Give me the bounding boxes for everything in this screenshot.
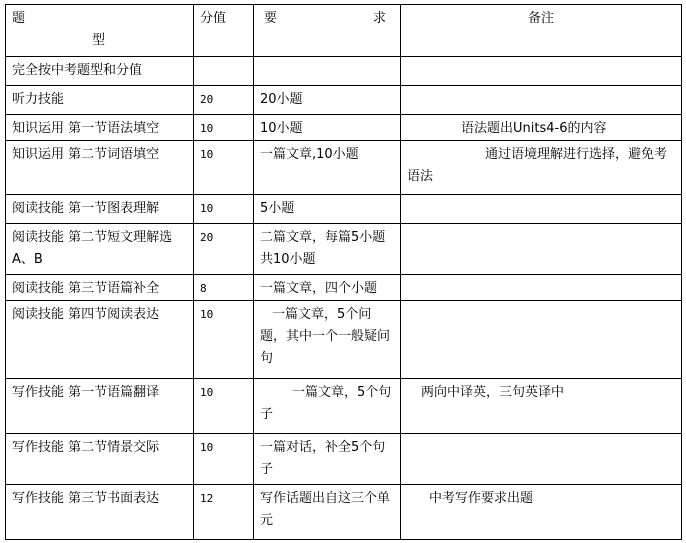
requirement-cell: 一篇文章,10小题 — [254, 141, 401, 195]
type-cell: 阅读技能 第一节图表理解 — [6, 195, 194, 224]
table-row — [6, 485, 682, 540]
score-cell: 10 — [194, 379, 254, 434]
header-requirement-cell — [254, 5, 401, 57]
table-row — [6, 115, 682, 141]
type-cell: 阅读技能 第二节短文理解选A、B — [6, 224, 194, 275]
score-cell: 10 — [194, 195, 254, 224]
requirement-cell: 写作话题出自这三个单元 — [254, 485, 401, 540]
table-row — [6, 195, 682, 224]
note-cell — [401, 275, 682, 301]
exam-structure-table — [5, 4, 682, 540]
type-cell: 写作技能 第二节情景交际 — [6, 434, 194, 485]
requirement-cell: 20小题 — [254, 86, 401, 115]
header-score: 分值 — [194, 5, 254, 57]
note-cell — [401, 86, 682, 115]
requirement-cell: 一篇对话，补全5个句子 — [254, 434, 401, 485]
score-cell: 20 — [194, 86, 254, 115]
requirement-cell: 一篇文章，四个小题 — [254, 275, 401, 301]
score-cell: 20 — [194, 224, 254, 275]
header-type-line2: 型 — [92, 33, 106, 48]
score-cell: 12 — [194, 485, 254, 540]
score-cell: 10 — [194, 434, 254, 485]
score-cell — [194, 57, 254, 86]
table-row — [6, 57, 682, 86]
note-cell — [401, 57, 682, 86]
score-cell: 10 — [194, 141, 254, 195]
header-row — [6, 5, 682, 57]
note-cell: 语法题出Units4-6的内容 — [401, 115, 682, 141]
requirement-cell: 一篇文章，5个句子 — [254, 379, 401, 434]
header-requirement-left: 要 — [264, 11, 278, 26]
note-cell — [401, 195, 682, 224]
note-cell: 两向中译英，三句英译中 — [401, 379, 682, 434]
requirement-cell: 二篇文章，每篇5小题共10小题 — [254, 224, 401, 275]
header-requirement-right: 求 — [372, 11, 386, 26]
note-cell — [401, 301, 682, 379]
table-row — [6, 275, 682, 301]
header-type — [6, 5, 194, 57]
type-cell: 写作技能 第三节书面表达 — [6, 485, 194, 540]
type-cell: 阅读技能 第三节语篇补全 — [6, 275, 194, 301]
type-cell: 完全按中考题型和分值 — [6, 57, 194, 86]
requirement-cell: 10小题 — [254, 115, 401, 141]
requirement-cell: 5小题 — [254, 195, 401, 224]
score-cell: 10 — [194, 301, 254, 379]
table-row — [6, 434, 682, 485]
table-row — [6, 301, 682, 379]
header-note: 备注 — [401, 5, 682, 57]
type-cell: 写作技能 第一节语篇翻译 — [6, 379, 194, 434]
note-cell: 中考写作要求出题 — [401, 485, 682, 540]
note-cell — [401, 224, 682, 275]
score-cell: 8 — [194, 275, 254, 301]
score-cell: 10 — [194, 115, 254, 141]
note-cell — [401, 434, 682, 485]
type-cell: 听力技能 — [6, 86, 194, 115]
header-type-line1: 题 — [12, 11, 26, 26]
type-cell: 知识运用 第二节词语填空 — [6, 141, 194, 195]
table-row — [6, 141, 682, 195]
requirement-cell: 一篇文章，5个问题，其中一个一般疑问句 — [254, 301, 401, 379]
table-row — [6, 86, 682, 115]
requirement-cell — [254, 57, 401, 86]
table-row — [6, 379, 682, 434]
type-cell: 知识运用 第一节语法填空 — [6, 115, 194, 141]
type-cell: 阅读技能 第四节阅读表达 — [6, 301, 194, 379]
table-row — [6, 224, 682, 275]
note-cell: 通过语境理解进行选择，避免考语法 — [401, 141, 682, 195]
